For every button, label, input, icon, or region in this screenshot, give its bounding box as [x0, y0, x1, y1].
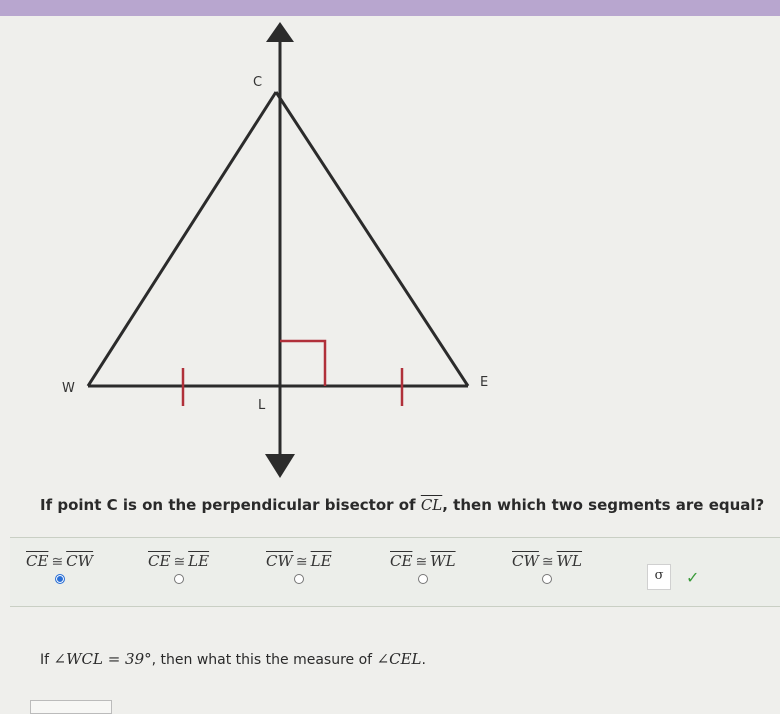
question-1: [40, 496, 764, 514]
choice-text: $\overline{CW}$ ≅ $\overline{LE}$: [266, 552, 332, 570]
question-2-given: ∠WCL = 39°: [53, 650, 152, 668]
point-l-label: L: [258, 398, 266, 413]
arrow-top: [266, 22, 294, 42]
question-2-suffix: .: [421, 652, 426, 668]
question-2-target: ∠CEL: [376, 650, 422, 668]
radio-button[interactable]: [542, 574, 552, 584]
radio-button-selected[interactable]: [55, 574, 65, 584]
radio-button[interactable]: [294, 574, 304, 584]
choice-ce-wl[interactable]: [390, 552, 456, 602]
choice-ce-le[interactable]: [148, 552, 209, 602]
right-angle-marker: [280, 341, 325, 386]
triangle-diagram: [0, 16, 780, 486]
question-2-middle: , then what this the measure of: [151, 652, 377, 668]
radio-button[interactable]: [418, 574, 428, 584]
segment-cw: [88, 92, 276, 386]
question-1-prefix: If point C is on the perpendicular bisector of: [40, 496, 421, 514]
answer-choices: [10, 537, 780, 607]
question-1-segment: $\overline{CL}$: [420, 496, 443, 514]
top-bar: [0, 0, 780, 16]
answer-input[interactable]: [30, 700, 112, 714]
choice-ce-cw[interactable]: [26, 552, 93, 602]
question-1-suffix: , then which two segments are equal?: [442, 496, 765, 514]
choice-text: $\overline{CW}$ ≅ $\overline{WL}$: [512, 552, 583, 570]
choice-text: $\overline{CE}$ ≅ $\overline{LE}$: [148, 552, 210, 570]
choice-text: $\overline{CE}$ ≅ $\overline{WL}$: [390, 552, 456, 570]
checkmark-icon: ✓: [686, 568, 700, 587]
radio-button[interactable]: [174, 574, 184, 584]
choice-text: $\overline{CE}$ ≅ $\overline{CW}$: [26, 552, 94, 570]
point-c-label: C: [253, 75, 263, 90]
arrow-bottom: [265, 454, 295, 478]
choice-cw-le[interactable]: [266, 552, 332, 602]
point-w-label: W: [62, 381, 75, 396]
choice-cw-wl[interactable]: [512, 552, 582, 602]
point-e-label: E: [480, 375, 489, 390]
question-2-prefix: If: [40, 652, 54, 668]
sigma-icon[interactable]: σ: [647, 564, 671, 590]
question-2: [40, 650, 426, 668]
